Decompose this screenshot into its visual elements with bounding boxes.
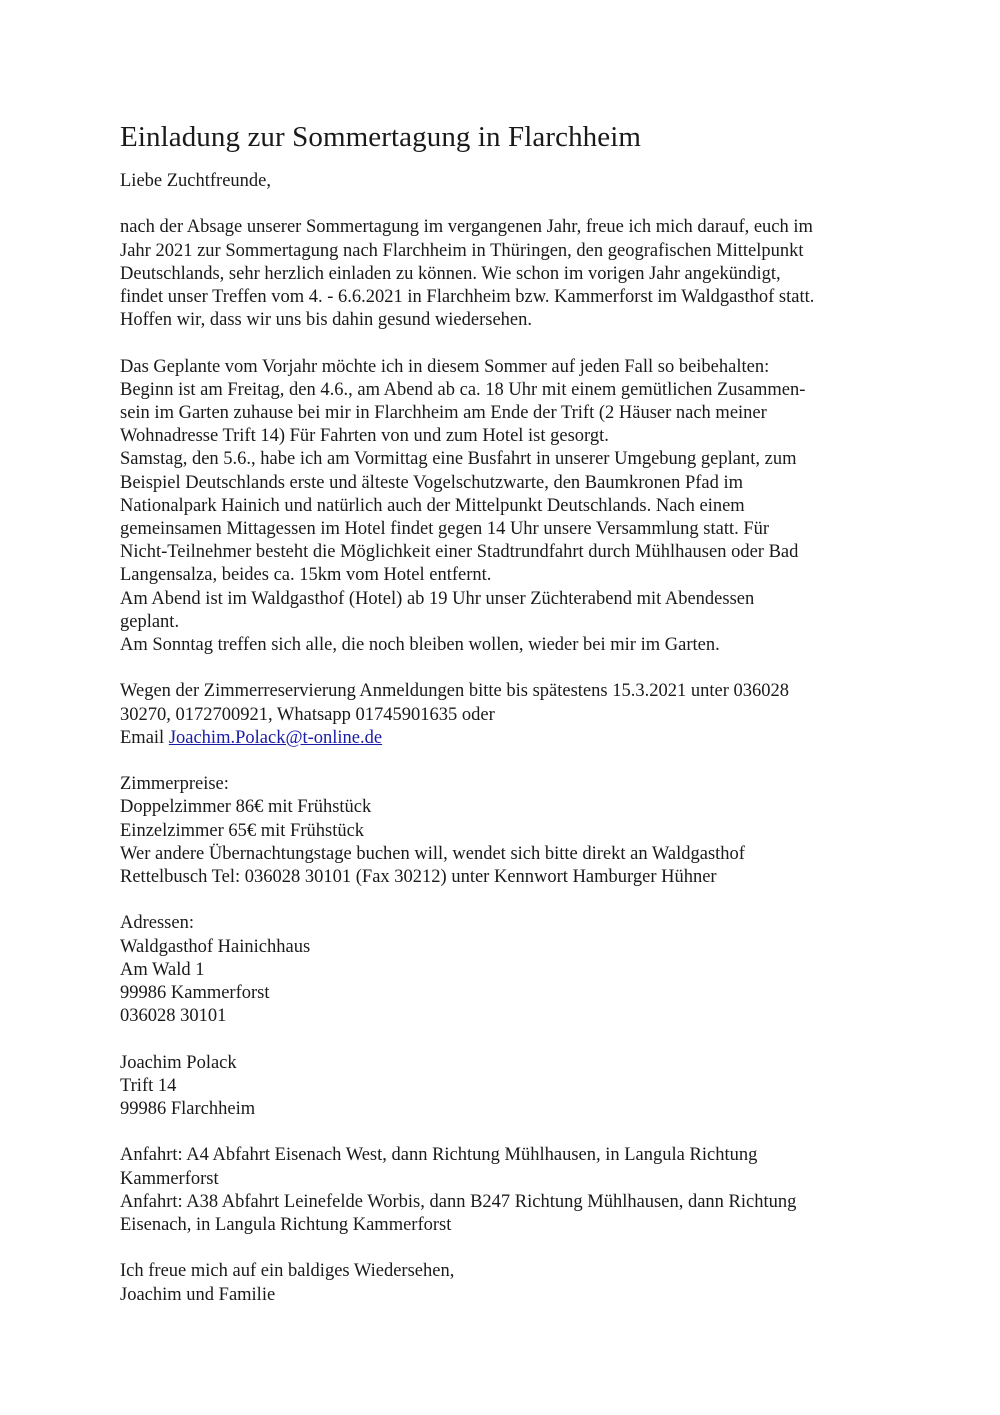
paragraph-gap — [120, 750, 890, 773]
prices-line: Einzelzimmer 65€ mit Frühstück — [120, 820, 365, 841]
prices-line: Zimmerpreise: — [120, 774, 229, 795]
page-title: Einladung zur Sommertagung in Flarchheim — [120, 121, 642, 153]
email-prefix: Email — [120, 727, 169, 748]
prices-line: Doppelzimmer 86€ mit Frühstück — [120, 797, 372, 818]
paragraph-gap — [120, 193, 890, 216]
program-line: Beginn ist am Freitag, den 4.6., am Abend ab ca. 18 Uhr mit einem gemütlichen Zusammen- — [120, 379, 806, 400]
program-line: Beispiel Deutschlands erste und älteste Vogelschutzwarte, den Baumkronen Pfad im — [120, 472, 744, 493]
closing-line: Ich freue mich auf ein baldiges Wiedersehen, — [120, 1261, 455, 1282]
hotel-address — [120, 912, 890, 1028]
closing-paragraph — [120, 1260, 890, 1306]
program-line: Langensalza, beides ca. 15km vom Hotel entfernt. — [120, 565, 492, 586]
directions-line: Anfahrt: A4 Abfahrt Eisenach West, dann Richtung Mühlhausen, in Langula Richtung — [120, 1145, 758, 1166]
address-line: 036028 30101 — [120, 1006, 227, 1027]
program-paragraph — [120, 356, 890, 658]
address-line: Joachim Polack — [120, 1052, 237, 1073]
registration-line: 30270, 0172700921, Whatsapp 01745901635 oder — [120, 704, 495, 725]
paragraph-gap — [120, 332, 890, 355]
registration-paragraph — [120, 680, 890, 750]
email-line — [120, 727, 890, 750]
private-address — [120, 1052, 890, 1122]
paragraph-gap — [120, 1237, 890, 1260]
directions-line: Kammerforst — [120, 1168, 219, 1189]
address-line: Adressen: — [120, 913, 194, 934]
program-line: Das Geplante vom Vorjahr möchte ich in diesem Sommer auf jeden Fall so beibehalten: — [120, 356, 770, 377]
prices-line: Rettelbusch Tel: 036028 30101 (Fax 30212) unter Kennwort Hamburger Hühner — [120, 867, 717, 888]
paragraph-gap — [120, 657, 890, 680]
program-line: Am Sonntag treffen sich alle, die noch bleiben wollen, wieder bei mir im Garten. — [120, 635, 720, 656]
paragraph-gap — [120, 1121, 890, 1144]
intro-line: findet unser Treffen vom 4. - 6.6.2021 in Flarchheim bzw. Kammerforst im Waldgasthof statt. — [120, 287, 815, 307]
paragraph-gap — [120, 889, 890, 912]
directions-line: Anfahrt: A38 Abfahrt Leinefelde Worbis, dann B247 Richtung Mühlhausen, dann Richtung — [120, 1191, 797, 1212]
program-line: Am Abend ist im Waldgasthof (Hotel) ab 19 Uhr unser Züchterabend mit Abendessen — [120, 588, 755, 609]
signature: Joachim und Familie — [120, 1284, 276, 1305]
address-line: Waldgasthof Hainichhaus — [120, 936, 311, 957]
program-line: geplant. — [120, 611, 180, 632]
prices-line: Wer andere Übernachtungstage buchen will, wendet sich bitte direkt an Waldgasthof — [120, 843, 745, 864]
intro-line: Deutschlands, sehr herzlich einladen zu können. Wie schon im vorigen Jahr angekündigt, — [120, 263, 781, 284]
directions-paragraph — [120, 1144, 890, 1237]
email-link[interactable]: Joachim.Polack@t-online.de — [168, 727, 383, 748]
paragraph-gap — [120, 1028, 890, 1051]
address-line: 99986 Kammerforst — [120, 983, 270, 1004]
program-line: gemeinsamen Mittagessen im Hotel findet gegen 14 Uhr unsere Versammlung statt. Für — [120, 519, 770, 540]
salutation: Liebe Zuchtfreunde, — [120, 171, 272, 191]
directions-line: Eisenach, in Langula Richtung Kammerforst — [120, 1215, 452, 1236]
program-line: Nicht-Teilnehmer besteht die Möglichkeit einer Stadtrundfahrt durch Mühlhausen oder Bad — [120, 542, 799, 563]
letter-body — [120, 170, 890, 1307]
letter-page — [120, 118, 890, 1307]
address-line: 99986 Flarchheim — [120, 1099, 256, 1120]
registration-line: Wegen der Zimmerreservierung Anmeldungen bitte bis spätestens 15.3.2021 unter 036028 — [120, 681, 789, 702]
intro-paragraph — [120, 216, 890, 332]
program-line: Samstag, den 5.6., habe ich am Vormittag eine Busfahrt in unserer Umgebung geplant, zum — [120, 449, 797, 470]
program-line: sein im Garten zuhause bei mir in Flarchheim am Ende der Trift (2 Häuser nach meiner — [120, 403, 767, 423]
address-line: Trift 14 — [120, 1075, 177, 1096]
address-line: Am Wald 1 — [120, 959, 205, 980]
intro-line: nach der Absage unserer Sommertagung im vergangenen Jahr, freue ich mich darauf, euch im — [120, 217, 813, 238]
program-line: Wohnadresse Trift 14) Für Fahrten von und zum Hotel ist gesorgt. — [120, 426, 609, 447]
intro-line: Jahr 2021 zur Sommertagung nach Flarchheim in Thüringen, den geografischen Mittelpunkt — [120, 240, 804, 261]
prices-paragraph — [120, 773, 890, 889]
program-line: Nationalpark Hainich und natürlich auch der Mittelpunkt Deutschlands. Nach einem — [120, 495, 745, 516]
intro-line: Hoffen wir, dass wir uns bis dahin gesund wiedersehen. — [120, 310, 533, 331]
